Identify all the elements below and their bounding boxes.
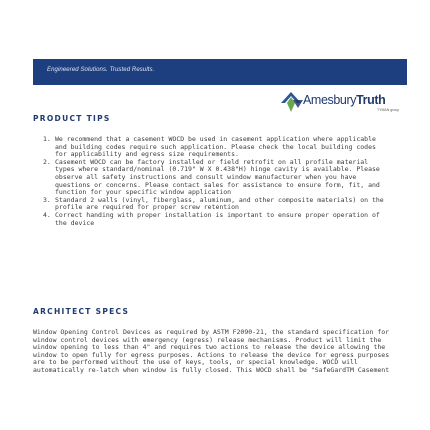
product-tips-title: PRODUCT TIPS (33, 114, 111, 123)
logo-brand-second: Truth (356, 93, 386, 107)
tip-text: Casement WOCD can be factory installed or field retrofit on all profile material types where standard/nominal (0.719" W X 0.438"H) hinge cavity is available. Please observe all safety instructions and consult window manufacturer when you have questions or concerns. Please contact sales for assistance to ensure form, fit, and function for your specific window application (55, 157, 380, 197)
tip-text: Standard 2 walls (vinyl, fiberglass, aluminum, and other composite materials) on the profile are required for proper screw retention (55, 195, 384, 212)
amesbury-truth-logo (281, 90, 407, 116)
header-banner (33, 59, 407, 85)
tip-number: 3. (43, 195, 51, 204)
tip-text: We recommend that a casement WOCD be used in casement application where applicable and building codes require such application. Please check the local building codes for applicability and egress size requirements. (55, 135, 376, 159)
tip-item (37, 159, 389, 197)
banner-tagline: Engineered Solutions. Trusted Results. (47, 67, 155, 73)
logo-subtext: TYMAN group (377, 108, 400, 112)
architect-specs-title: ARCHITECT SPECS (33, 307, 130, 316)
logo-mark-icon (281, 91, 305, 113)
logo-wordmark (303, 93, 385, 107)
tip-item (37, 197, 389, 212)
tip-number: 2. (43, 157, 51, 166)
product-tips-list (37, 136, 389, 227)
logo-brand-first: Amesbury (303, 93, 357, 107)
tip-item (37, 136, 389, 159)
tip-number: 1. (43, 135, 51, 143)
architect-specs-text: Window Opening Control Devices as required by ASTM F2090-21, the standard specification for window control devices with emergency (egress) release mechanisms. Product will limit the window opening to less than 4" and requires two actions to release the device allowing the window to open fully for egress purposes. Actions to release the device for egress purposes are to be performed without the use of keys, tools, or special knowledge. WOCD will automatically re-latch when window is fully closed. This WOCD shall be "SafeGardTM Casement (33, 328, 390, 374)
tip-number: 4. (43, 210, 51, 219)
tip-text: Correct handing with proper installation is important to ensure proper operation of the device (55, 210, 380, 227)
tip-item (37, 212, 389, 227)
